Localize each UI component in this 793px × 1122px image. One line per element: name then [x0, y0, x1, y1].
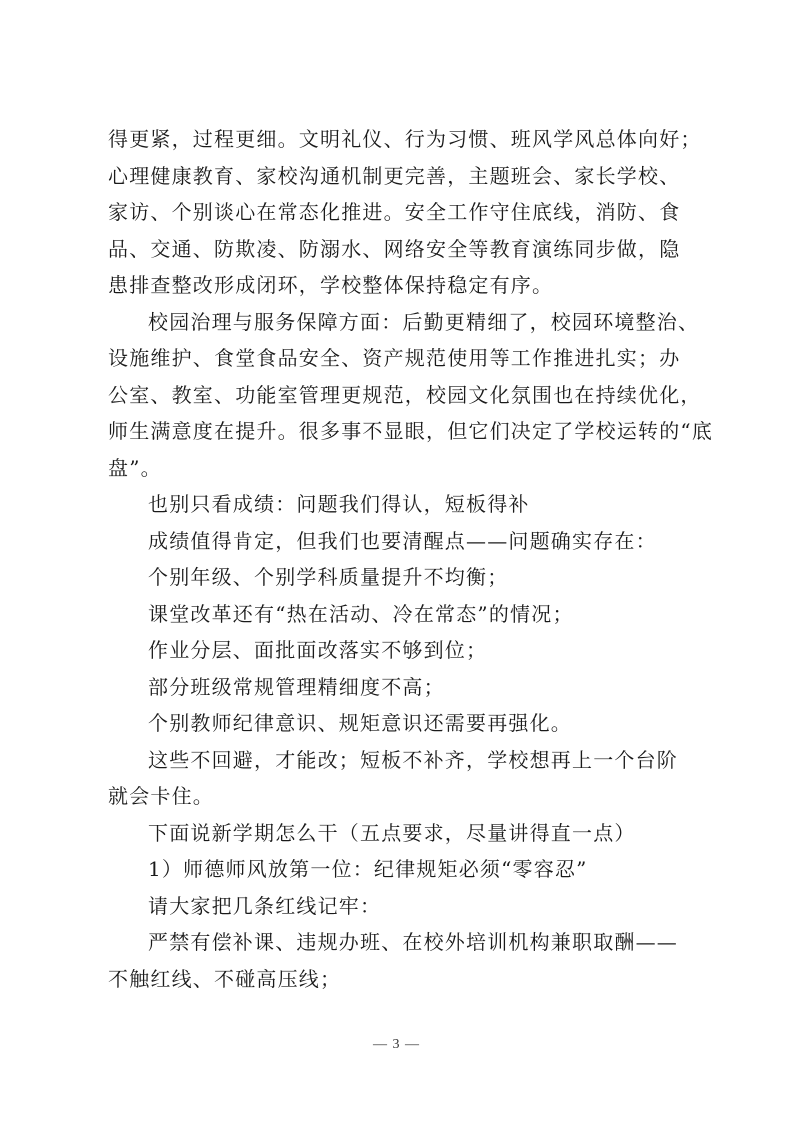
list-item: 部分班级常规管理精细度不高； — [148, 674, 445, 699]
paragraph-line: 师生满意度在提升。很多事不显眼，但它们决定了学校运转的“底 — [108, 419, 714, 443]
list-item: 个别年级、个别学科质量提升不均衡； — [148, 565, 509, 589]
paragraph-line: 这些不回避，才能改；短板不补齐，学校想再上一个台阶 — [148, 747, 678, 772]
paragraph-line: 心理健康教育、家校沟通机制更完善，主题班会、家长学校、 — [108, 163, 681, 188]
paragraph-line: 品、交通、防欺凌、防溺水、网络安全等教育演练同步做，隐 — [108, 236, 681, 261]
paragraph-line: 家访、个别谈心在常态化推进。安全工作守住底线，消防、食 — [108, 200, 681, 224]
page-number: — 3 — — [373, 1037, 420, 1052]
paragraph-line: 成绩值得肯定，但我们也要清醒点——问题确实存在： — [148, 528, 657, 553]
paragraph-line: 公室、教室、功能室管理更规范，校园文化氛围也在持续优化， — [108, 382, 702, 407]
section-heading: 下面说新学期怎么干（五点要求，尽量讲得直一点） — [148, 820, 636, 845]
list-item: 课堂改革还有“热在活动、冷在常态”的情况； — [148, 601, 574, 626]
section-heading: 也别只看成绩：问题我们得认，短板得补 — [148, 492, 530, 516]
paragraph-line: 不触红线、不碰高压线； — [108, 966, 342, 991]
paragraph-line: 请大家把几条红线记牢： — [148, 893, 382, 918]
document-body — [108, 121, 714, 997]
paragraph-line: 设施维护、食堂食品安全、资产规范使用等工作推进扎实；办 — [108, 346, 681, 370]
list-item: 个别教师纪律意识、规矩意识还需要再强化。 — [148, 711, 572, 735]
list-item: 作业分层、面批面改落实不够到位； — [148, 638, 488, 662]
paragraph-line: 患排查整改形成闭环，学校整体保持稳定有序。 — [108, 273, 554, 297]
paragraph-line: 严禁有偿补课、违规办班、在校外培训机构兼职取酬—— — [148, 930, 678, 954]
subsection-heading: 1）师德师风放第一位：纪律规矩必须“零容忍” — [148, 857, 588, 881]
paragraph-line: 就会卡住。 — [108, 784, 214, 808]
paragraph-line: 得更紧，过程更细。文明礼仪、行为习惯、班风学风总体向好； — [108, 127, 702, 151]
paragraph-line: 校园治理与服务保障方面：后勤更精细了，校园环境整治、 — [148, 309, 700, 334]
paragraph-line: 盘”。 — [108, 455, 162, 480]
